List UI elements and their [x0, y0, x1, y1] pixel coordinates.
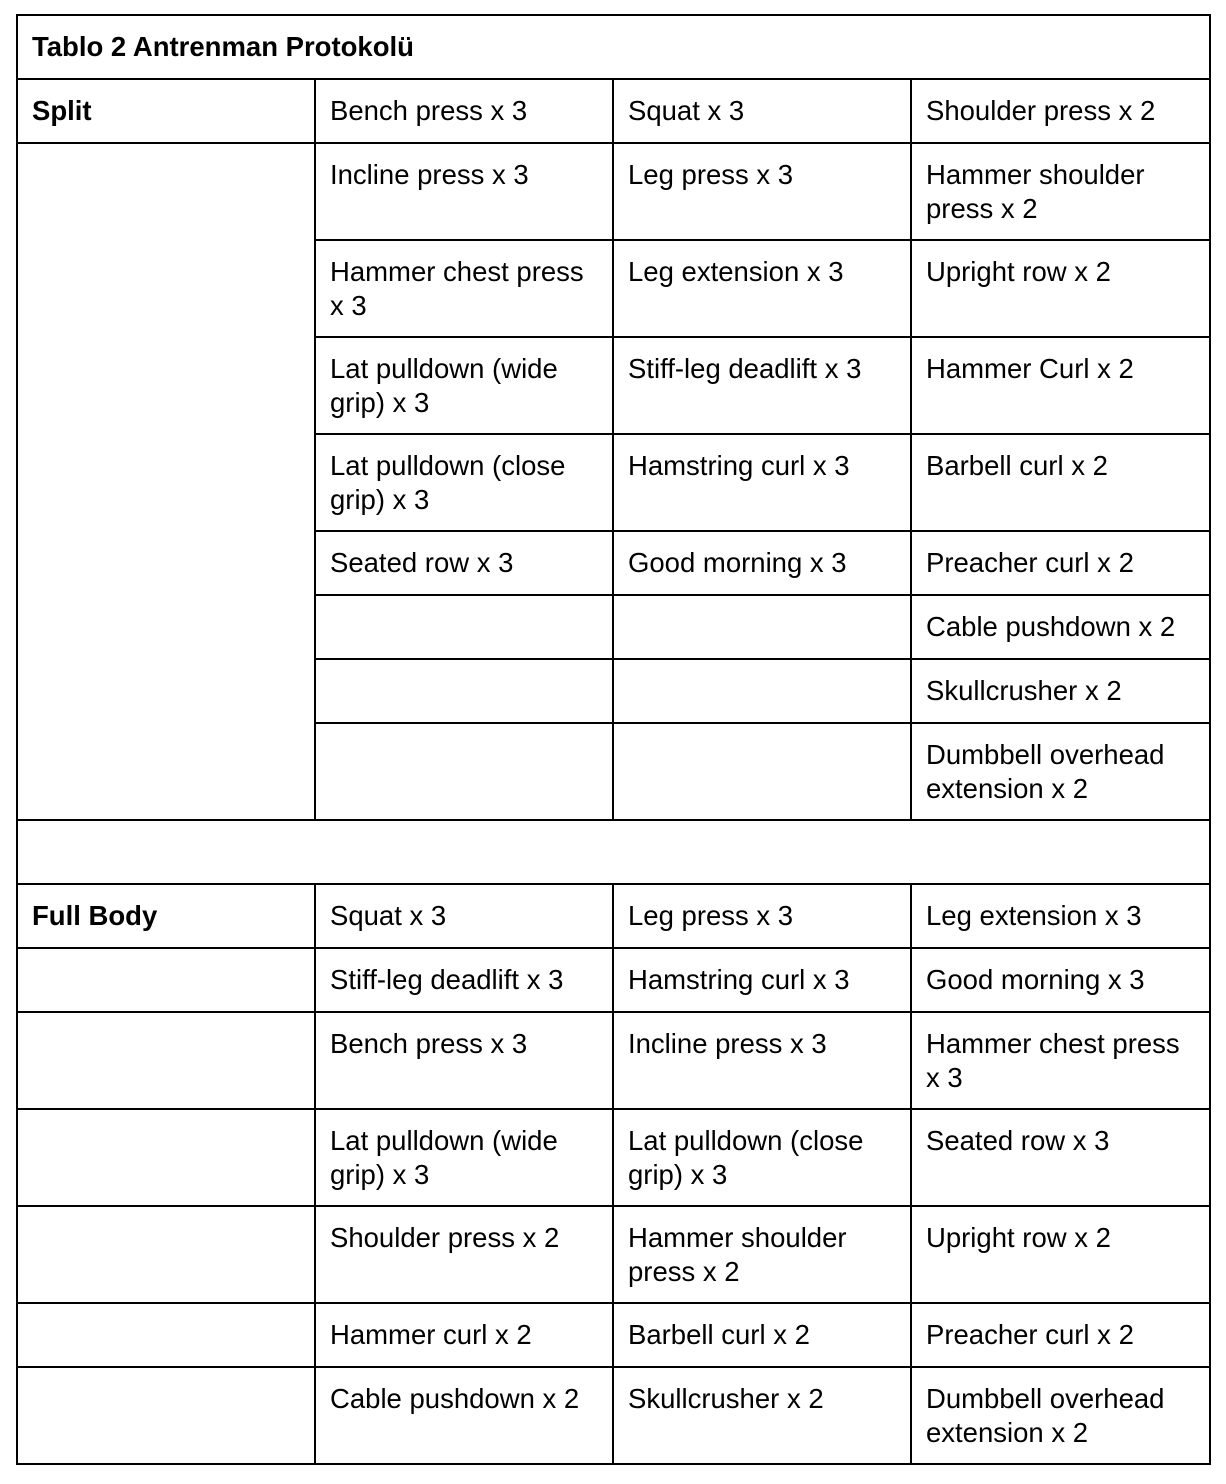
table-cell: Shoulder press x 2: [911, 79, 1210, 143]
table-cell: Preacher curl x 2: [911, 531, 1210, 595]
table-cell-empty: [17, 1206, 315, 1303]
table-cell: Hamstring curl x 3: [613, 434, 911, 531]
table-cell-empty: [17, 1367, 315, 1464]
table-cell: Dumbbell overhead extension x 2: [911, 1367, 1210, 1464]
table-title: Tablo 2 Antrenman Protokolü: [17, 15, 1210, 79]
table-cell-empty: [17, 948, 315, 1012]
table-cell: [315, 659, 613, 723]
section-spacer-row: [17, 820, 1210, 884]
table-cell: Leg press x 3: [613, 884, 911, 948]
table-row: [17, 884, 1210, 948]
section-label-split: Split: [17, 79, 315, 143]
table-cell: Upright row x 2: [911, 1206, 1210, 1303]
table-cell: Hammer curl x 2: [315, 1303, 613, 1367]
table-row: [17, 948, 1210, 1012]
table-cell: Preacher curl x 2: [911, 1303, 1210, 1367]
table-cell-empty: [17, 1303, 315, 1367]
table-cell: Skullcrusher x 2: [911, 659, 1210, 723]
table-cell: Barbell curl x 2: [613, 1303, 911, 1367]
table-cell: Stiff-leg deadlift x 3: [613, 337, 911, 434]
table-row: [17, 1109, 1210, 1206]
table-cell: Hammer chest press x 3: [315, 240, 613, 337]
table-cell: Leg extension x 3: [613, 240, 911, 337]
table-cell: Lat pulldown (close grip) x 3: [613, 1109, 911, 1206]
table-cell: Incline press x 3: [315, 143, 613, 240]
table-cell: Lat pulldown (close grip) x 3: [315, 434, 613, 531]
table-cell: Leg extension x 3: [911, 884, 1210, 948]
table-cell: [315, 595, 613, 659]
table-cell: Shoulder press x 2: [315, 1206, 613, 1303]
table-title-row: [17, 15, 1210, 79]
table-row: [17, 1303, 1210, 1367]
table-cell: Squat x 3: [613, 79, 911, 143]
section-label-full-body: Full Body: [17, 884, 315, 948]
table-cell: Good morning x 3: [911, 948, 1210, 1012]
table-cell: Stiff-leg deadlift x 3: [315, 948, 613, 1012]
table-row: [17, 1367, 1210, 1464]
table-cell: [613, 659, 911, 723]
table-cell: Incline press x 3: [613, 1012, 911, 1109]
table-cell: Hammer shoulder press x 2: [911, 143, 1210, 240]
table-cell: Upright row x 2: [911, 240, 1210, 337]
table-cell: Barbell curl x 2: [911, 434, 1210, 531]
table-cell: Hammer shoulder press x 2: [613, 1206, 911, 1303]
table-cell: Leg press x 3: [613, 143, 911, 240]
table-cell: Cable pushdown x 2: [911, 595, 1210, 659]
table-cell: Skullcrusher x 2: [613, 1367, 911, 1464]
table-row: [17, 79, 1210, 143]
section-spacer: [17, 820, 1210, 884]
table-cell: [613, 723, 911, 820]
table-cell-empty: [17, 1012, 315, 1109]
table-cell: Bench press x 3: [315, 79, 613, 143]
section-label-cell-empty: [17, 143, 315, 820]
table-cell: Good morning x 3: [613, 531, 911, 595]
table-cell: Lat pulldown (wide grip) x 3: [315, 337, 613, 434]
table-cell: [315, 723, 613, 820]
table-cell: Lat pulldown (wide grip) x 3: [315, 1109, 613, 1206]
table-cell: Dumbbell overhead extension x 2: [911, 723, 1210, 820]
table-cell: Hammer chest press x 3: [911, 1012, 1210, 1109]
table-cell: Seated row x 3: [911, 1109, 1210, 1206]
table-cell: Cable pushdown x 2: [315, 1367, 613, 1464]
table-row: [17, 143, 1210, 240]
training-protocol-table: [16, 14, 1211, 1465]
table-cell: Bench press x 3: [315, 1012, 613, 1109]
table-row: [17, 1206, 1210, 1303]
table-cell: Squat x 3: [315, 884, 613, 948]
table-cell: Hammer Curl x 2: [911, 337, 1210, 434]
table-cell: [613, 595, 911, 659]
table-cell: Seated row x 3: [315, 531, 613, 595]
table-row: [17, 1012, 1210, 1109]
table-cell: Hamstring curl x 3: [613, 948, 911, 1012]
table-cell-empty: [17, 1109, 315, 1206]
